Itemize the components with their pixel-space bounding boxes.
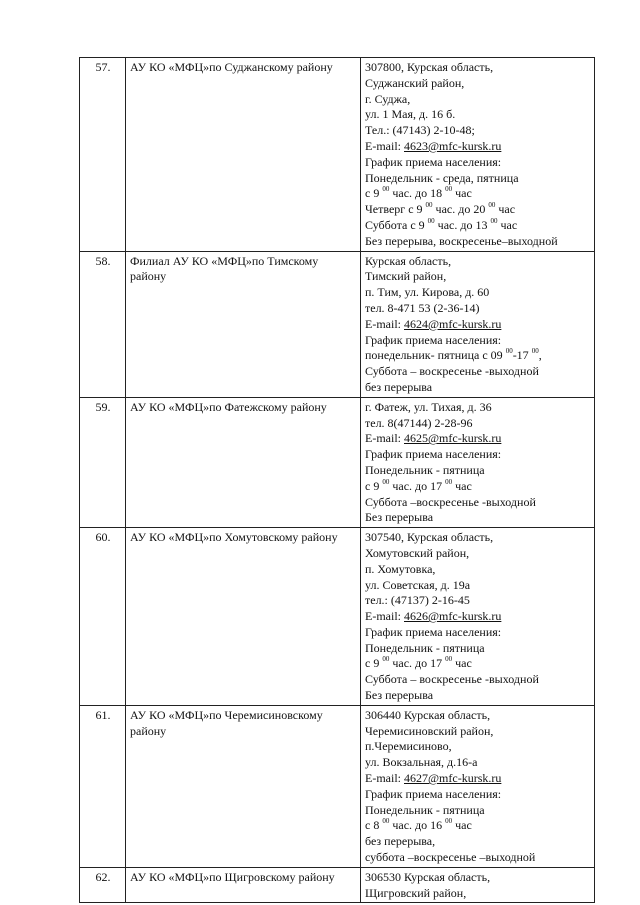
table-row xyxy=(80,251,595,397)
contact-details xyxy=(361,528,595,706)
contact-line xyxy=(365,771,591,787)
contact-line xyxy=(365,739,591,755)
hours-end-minutes: 00 xyxy=(490,216,498,225)
contact-line xyxy=(365,803,591,819)
line-text: График приема населения: xyxy=(365,447,502,462)
line-text: График приема населения: xyxy=(365,786,502,801)
contact-line xyxy=(365,269,591,285)
contact-line xyxy=(365,886,591,902)
contact-line xyxy=(365,850,591,866)
hours-end-text: час xyxy=(452,478,472,493)
contact-details xyxy=(361,867,595,903)
hours-end-text: час xyxy=(497,217,518,232)
contact-line xyxy=(365,218,591,234)
contact-line xyxy=(365,656,591,672)
row-number: 57. xyxy=(80,58,126,252)
line-text: Суббота с 9 xyxy=(365,217,428,232)
contact-line xyxy=(365,818,591,834)
line-text: с 8 xyxy=(365,818,383,833)
organization-name: Филиал АУ КО «МФЦ»по Тимскому району xyxy=(126,251,361,397)
contact-line xyxy=(365,787,591,803)
contact-line xyxy=(365,672,591,688)
contact-line xyxy=(365,562,591,578)
table-row xyxy=(80,867,595,903)
line-text: E-mail: xyxy=(365,431,404,446)
contact-line xyxy=(365,510,591,526)
hours-start-minutes: 00 xyxy=(382,477,390,486)
hours-middle-text: час. до 20 xyxy=(432,202,489,217)
contact-line xyxy=(365,285,591,301)
line-text: Понедельник - пятница xyxy=(365,802,485,817)
hours-middle-text: час. до 17 xyxy=(389,478,446,493)
contact-line xyxy=(365,609,591,625)
mfc-offices-table xyxy=(79,57,595,903)
line-text: 307540, Курская область, xyxy=(365,530,494,545)
line-text: с 9 xyxy=(365,656,383,671)
organization-name: АУ КО «МФЦ»по Суджанскому району xyxy=(126,58,361,252)
hours-middle-text: час. до 16 xyxy=(389,818,446,833)
line-text: Суббота – воскресенье -выходной xyxy=(365,672,539,687)
contact-line xyxy=(365,254,591,270)
line-text: 306530 Курская область, xyxy=(365,869,491,884)
contact-line xyxy=(365,333,591,349)
line-text: понедельник- пятница с 09 xyxy=(365,348,506,363)
contact-line xyxy=(365,578,591,594)
contact-details xyxy=(361,705,595,867)
contact-line xyxy=(365,60,591,76)
contact-line xyxy=(365,92,591,108)
row-number: 61. xyxy=(80,705,126,867)
line-text: Хомутовский район, xyxy=(365,545,470,560)
hours-start-minutes: 00 xyxy=(505,347,513,356)
hours-middle-text: час. до 18 xyxy=(389,186,446,201)
line-text: г. Фатеж, ул. Тихая, д. 36 xyxy=(365,399,492,414)
contact-line xyxy=(365,400,591,416)
line-text: E-mail: xyxy=(365,316,404,331)
contact-line xyxy=(365,186,591,202)
contact-line xyxy=(365,593,591,609)
line-text: E-mail: xyxy=(365,609,404,624)
contact-details xyxy=(361,397,595,527)
contact-line xyxy=(365,546,591,562)
contact-line xyxy=(365,155,591,171)
contact-line xyxy=(365,139,591,155)
table-row xyxy=(80,705,595,867)
table-row xyxy=(80,58,595,252)
email-link[interactable]: 4623@mfc-kursk.ru xyxy=(404,138,502,153)
line-text: Понедельник - пятница xyxy=(365,640,485,655)
contact-line xyxy=(365,202,591,218)
line-text: Суджанский район, xyxy=(365,75,465,90)
hours-middle-text: час. до 17 xyxy=(389,656,446,671)
contact-line xyxy=(365,834,591,850)
line-text: Без перерыва xyxy=(365,688,434,703)
contact-line xyxy=(365,123,591,139)
line-text: Суббота – воскресенье -выходной xyxy=(365,364,539,379)
line-text: E-mail: xyxy=(365,138,404,153)
line-text: ул. Вокзальная, д.16-а xyxy=(365,755,478,770)
contact-line xyxy=(365,431,591,447)
hours-middle-text: час. до 13 xyxy=(434,217,491,232)
contact-line xyxy=(365,107,591,123)
line-text: тел. 8-471 53 (2-36-14) xyxy=(365,300,480,315)
contact-line xyxy=(365,416,591,432)
line-text: Понедельник - пятница xyxy=(365,462,485,477)
contact-line xyxy=(365,317,591,333)
contact-line xyxy=(365,348,591,364)
hours-end-text: час xyxy=(452,818,472,833)
line-text: Понедельник - среда, пятница xyxy=(365,170,519,185)
contact-details xyxy=(361,58,595,252)
contact-line xyxy=(365,364,591,380)
contact-line xyxy=(365,724,591,740)
hours-end-minutes: 00 xyxy=(488,201,496,210)
contact-line xyxy=(365,755,591,771)
contact-line xyxy=(365,495,591,511)
line-text: Черемисиновский район, xyxy=(365,723,494,738)
row-number: 62. xyxy=(80,867,126,903)
contact-line xyxy=(365,708,591,724)
line-text: с 9 xyxy=(365,478,383,493)
email-link[interactable]: 4624@mfc-kursk.ru xyxy=(404,316,502,331)
organization-name: АУ КО «МФЦ»по Хомутовскому району xyxy=(126,528,361,706)
line-text: График приема населения: xyxy=(365,332,502,347)
line-text: Без перерыва xyxy=(365,510,434,525)
contact-line xyxy=(365,380,591,396)
hours-start-minutes: 00 xyxy=(382,185,390,194)
contact-details xyxy=(361,251,595,397)
row-number: 59. xyxy=(80,397,126,527)
hours-end-text: час xyxy=(452,656,472,671)
line-text: График приема населения: xyxy=(365,154,502,169)
row-number: 60. xyxy=(80,528,126,706)
table-body xyxy=(80,58,595,903)
line-text: без перерыва xyxy=(365,379,433,394)
line-text: ул. Советская, д. 19а xyxy=(365,577,471,592)
contact-line xyxy=(365,301,591,317)
hours-end-text: час xyxy=(495,202,516,217)
line-text: п. Тим, ул. Кирова, д. 60 xyxy=(365,285,490,300)
table-row xyxy=(80,528,595,706)
hours-end-text: час xyxy=(452,186,472,201)
contact-line xyxy=(365,76,591,92)
line-text: 306440 Курская область, xyxy=(365,707,491,722)
hours-end-minutes: 00 xyxy=(445,817,453,826)
contact-line xyxy=(365,463,591,479)
line-text: Щигровский район, xyxy=(365,885,467,900)
line-text: г. Суджа, xyxy=(365,91,411,106)
contact-line xyxy=(365,641,591,657)
line-text: п.Черемисиново, xyxy=(365,739,452,754)
hours-end-minutes: 00 xyxy=(445,185,453,194)
contact-line xyxy=(365,479,591,495)
line-text: ул. 1 Мая, д. 16 б. xyxy=(365,107,456,122)
contact-line xyxy=(365,625,591,641)
line-text: Суббота –воскресенье -выходной xyxy=(365,494,536,509)
hours-middle-text: -17 xyxy=(512,348,532,363)
email-link[interactable]: 4627@mfc-kursk.ru xyxy=(404,771,502,786)
row-number: 58. xyxy=(80,251,126,397)
hours-start-minutes: 00 xyxy=(382,817,390,826)
line-text: тел. 8(47144) 2-28-96 xyxy=(365,415,473,430)
hours-end-minutes: 00 xyxy=(445,655,453,664)
line-text: Без перерыва, воскресенье–выходной xyxy=(365,233,558,248)
line-text: Курская область, xyxy=(365,253,452,268)
contact-line xyxy=(365,530,591,546)
hours-end-minutes: 00 xyxy=(531,347,539,356)
contact-line xyxy=(365,234,591,250)
hours-end-text: , xyxy=(538,348,542,363)
line-text: E-mail: xyxy=(365,771,404,786)
line-text: 307800, Курская область, xyxy=(365,60,494,74)
line-text: тел.: (47137) 2-16-45 xyxy=(365,593,470,608)
hours-start-minutes: 00 xyxy=(425,201,433,210)
contact-line xyxy=(365,870,591,886)
line-text: Тимский район, xyxy=(365,269,447,284)
hours-start-minutes: 00 xyxy=(427,216,435,225)
line-text: График приема населения: xyxy=(365,624,502,639)
contact-line xyxy=(365,447,591,463)
organization-name: АУ КО «МФЦ»по Черемисиновскому району xyxy=(126,705,361,867)
organization-name: АУ КО «МФЦ»по Фатежскому району xyxy=(126,397,361,527)
contact-line xyxy=(365,171,591,187)
hours-start-minutes: 00 xyxy=(382,655,390,664)
email-link[interactable]: 4626@mfc-kursk.ru xyxy=(404,609,502,624)
line-text: с 9 xyxy=(365,186,383,201)
line-text: Тел.: (47143) 2-10-48; xyxy=(365,123,475,138)
line-text: суббота –воскресенье –выходной xyxy=(365,850,536,865)
line-text: Четверг с 9 xyxy=(365,202,426,217)
email-link[interactable]: 4625@mfc-kursk.ru xyxy=(404,431,502,446)
line-text: без перерыва, xyxy=(365,834,436,849)
line-text: п. Хомутовка, xyxy=(365,561,436,576)
hours-end-minutes: 00 xyxy=(445,477,453,486)
organization-name: АУ КО «МФЦ»по Щигровскому району xyxy=(126,867,361,903)
contact-line xyxy=(365,688,591,704)
table-row xyxy=(80,397,595,527)
